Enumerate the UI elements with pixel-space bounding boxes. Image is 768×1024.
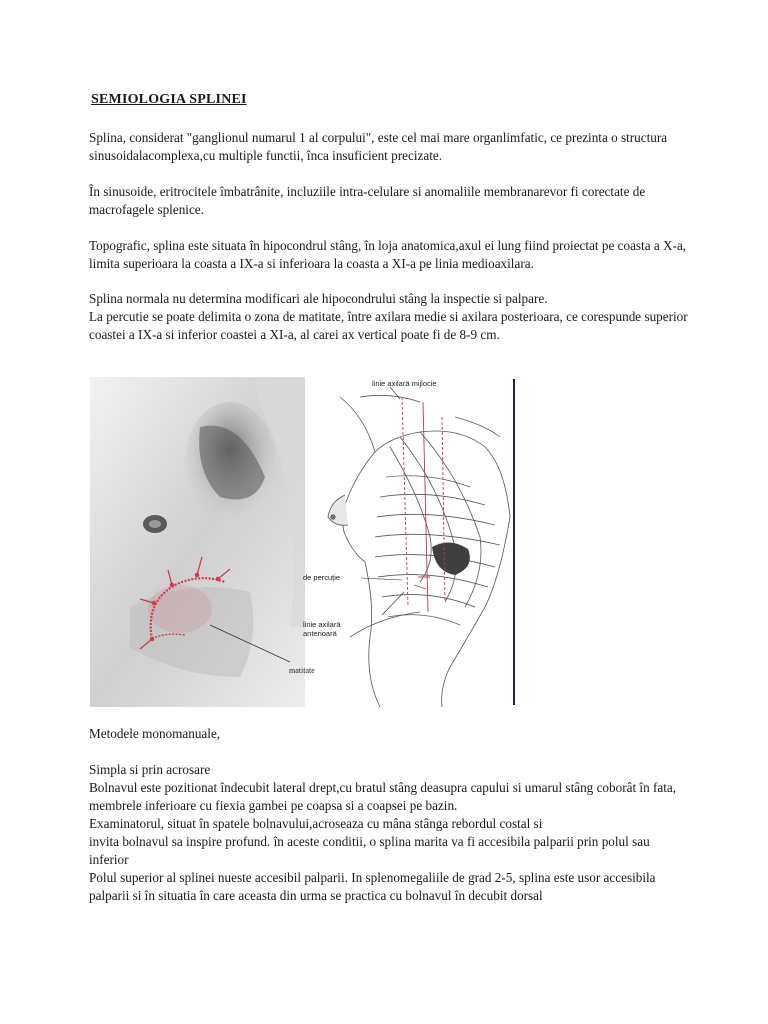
paragraph-topography: Topografic, splina este situata în hipocondrul stâng, în loja anatomica,axul ei lung fiind proiectat pe coasta a X-a, limita superioara la coasta a IX-a si inferioara la coasta a XI-a pe linia medioaxilara. xyxy=(89,238,687,271)
matitate-label: matitate xyxy=(289,666,315,675)
label-linie-axilara-anterioara-2: anterioarä xyxy=(303,629,337,638)
anatomy-figure xyxy=(90,377,520,707)
thorax-drawing xyxy=(328,395,510,707)
label-linie-axilara-anterioara-1: linie axilarä xyxy=(303,620,341,629)
label-leader-percutie xyxy=(361,578,402,580)
paragraph-intro: Splina, considerat "ganglionul numarul 1 al corpului", este cel mai mare organlimfatic, ce prezinta o structura sinusoidalacomplexa,cu multiple functii, înca insuficient precizate. xyxy=(89,130,668,163)
paragraph-methods: Metodele monomanuale, xyxy=(89,726,221,741)
label-de-percutie: de percuție xyxy=(303,573,341,582)
anatomy-illustration xyxy=(90,377,520,707)
lateral-view-photo xyxy=(90,377,315,707)
paragraph-inspection: Splina normala nu determina modificari ale hipocondrului stâng la inspectie si palpare. xyxy=(89,291,548,306)
paragraph-percussion: La percutie se poate delimita o zona de matitate, între axilara medie si axilara posterioara, ce corespunde superior coastei a IX-a si inferior coastei a XI-a, al carei ax vertical poate fi de 8-9 cm. xyxy=(89,309,688,342)
axillary-lines xyxy=(402,397,445,612)
label-linie-axilara-mijlocie: linie axilarä mijlocie xyxy=(372,379,437,388)
label-leader-axilara-mijlocie xyxy=(390,387,400,399)
paragraph-palpation: Simpla si prin acrosare Bolnavul este pozitionat îndecubit lateral drept,cu bratul stâng deasupra capului si umarul stâng coborât în fata, membrele inferioare cu fiexia gambei pe coapsa si a coapsei pe bazin. Examinatorul, situat în spatele bolnavului,acroseaza cu mâna stânga rebordul costal si invita bolnavul sa inspire profund. în aceste conditii, o splina marita va fi accesibila palparii prin polul sau inferior Polul superior al splinei nueste accesibil palparii. In splenomegaliile de grad 2-5, splina este usor accesibila palparii si în situatia în care aceasta din urma se practica cu bolnavul în decubit dorsal xyxy=(89,762,677,903)
paragraph-sinusoids: În sinusoide, eritrocitele îmbatrânite, incluziile intra-celulare si anomaliile membranarevor fi corectate de macrofagele splenice. xyxy=(89,184,646,217)
document-title: SEMIOLOGIA SPLINEI xyxy=(91,92,247,107)
